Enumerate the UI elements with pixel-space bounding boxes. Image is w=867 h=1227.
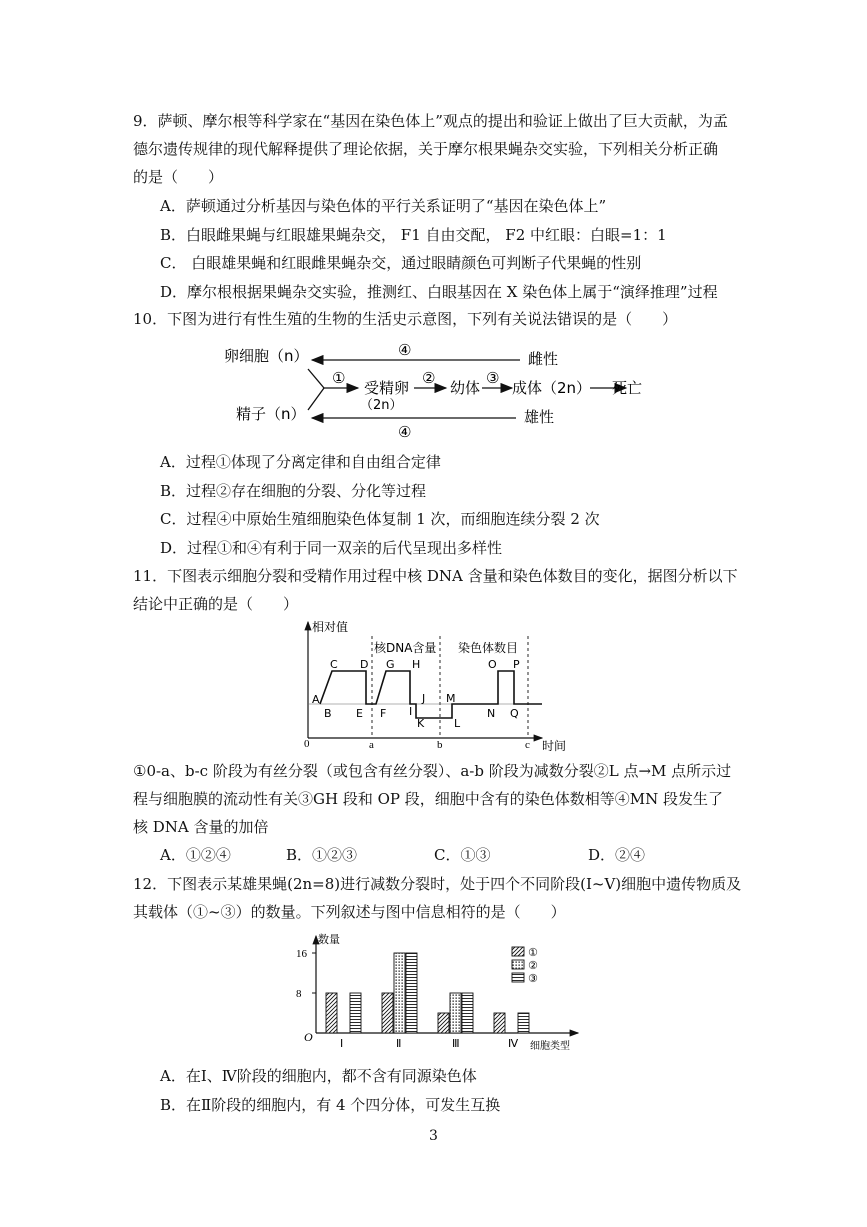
q11-option-b: B．①②③ <box>286 846 358 864</box>
y-tick-label: 8 <box>296 988 302 1000</box>
point-E: E <box>356 707 363 720</box>
point-M: M <box>446 692 456 705</box>
point-P: P <box>513 658 520 671</box>
step-4-bottom: ④ <box>398 423 412 441</box>
point-G: G <box>386 658 395 671</box>
q11-stem-line-1: 11．下图表示细胞分裂和受精作用过程中核 DNA 含量和染色体数目的变化，据图分析以下 <box>133 567 738 585</box>
bar-Ⅲ-② <box>450 993 461 1033</box>
point-C: C <box>330 658 338 671</box>
point-Q: Q <box>510 707 519 720</box>
q11-option-c: C．①③ <box>434 846 491 864</box>
q9-stem-line-1: 9．萨顿、摩尔根等科学家在“基因在染色体上”观点的提出和验证上做出了巨大贡献，为孟 <box>133 112 728 130</box>
q10-option-d: D．过程①和④有利于同一双亲的后代呈现出多样性 <box>160 539 503 557</box>
q10-option-c: C．过程④中原始生殖细胞染色体复制 1 次，而细胞连续分裂 2 次 <box>160 510 600 528</box>
egg-label: 卵细胞（n） <box>224 347 309 365</box>
q11-body-line-3: 核 DNA 含量的加倍 <box>133 818 269 836</box>
step-1-label: ① <box>332 369 346 387</box>
tick-b: b <box>437 739 443 751</box>
point-F: F <box>380 707 387 720</box>
q9-option-c: C． 白眼雄果蝇和红眼雌果蝇杂交，通过眼睛颜色可判断子代果蝇的性别 <box>160 254 642 272</box>
legend-label: ① <box>528 946 538 959</box>
q11-option-d: D．②④ <box>588 846 646 864</box>
step-2-label: ② <box>422 369 436 387</box>
q10-stem: 10．下图为进行有性生殖的生物的生活史示意图，下列有关说法错误的是（ ） <box>133 310 678 328</box>
q12-option-b: B．在Ⅱ阶段的细胞内，有 4 个四分体，可发生互换 <box>160 1096 501 1114</box>
legend-swatch <box>512 973 524 982</box>
chromosome-region-label: 染色体数目 <box>458 641 519 655</box>
q11-body-line-2: 程与细胞膜的流动性有关③GH 段和 OP 段，细胞中含有的染色体数相等④MN 段发生了 <box>133 790 724 808</box>
q12-option-a: A．在Ⅰ、Ⅳ阶段的细胞内，都不含有同源染色体 <box>160 1067 477 1085</box>
q11-stem-line-2: 结论中正确的是（ ） <box>133 595 299 613</box>
point-B: B <box>324 707 332 720</box>
zygote-ploidy: （2n） <box>360 398 403 413</box>
q9-stem-line-3: 的是（ ） <box>133 168 224 186</box>
point-A: A <box>312 693 320 706</box>
point-D: D <box>360 658 369 671</box>
female-label: 雌性 <box>528 350 559 368</box>
bar-Ⅰ-③ <box>350 993 361 1033</box>
adult-label: 成体（2n） <box>512 379 592 397</box>
q10-option-a: A．过程①体现了分离定律和自由组合定律 <box>160 453 441 471</box>
bar-Ⅲ-③ <box>462 993 473 1033</box>
x-axis-label: 时间 <box>542 739 567 753</box>
point-N: N <box>487 707 496 720</box>
life-cycle-diagram <box>220 336 660 446</box>
origin-label: 0 <box>304 738 310 750</box>
y-axis-label: 相对值 <box>312 620 349 634</box>
point-L: L <box>454 717 461 730</box>
bar-Ⅱ-③ <box>406 953 417 1033</box>
bar-x-label: 细胞类型 <box>530 1041 570 1052</box>
q12-stem-line-2: 其载体（①~③）的数量。下列叙述与图中信息相符的是（ ） <box>133 903 566 921</box>
point-J: J <box>422 692 426 705</box>
step-4-top: ④ <box>398 341 412 359</box>
bar-Ⅱ-① <box>382 993 393 1033</box>
category-label: Ⅲ <box>452 1038 460 1050</box>
q11-body-line-1: ①0-a、b-c 阶段为有丝分裂（或包含有丝分裂）、a-b 阶段为减数分裂②L 点→M 点所示过 <box>133 762 732 780</box>
sperm-label: 精子（n） <box>236 405 306 423</box>
q9-stem-line-2: 德尔遗传规律的现代解释提供了理论依据，关于摩尔根果蝇杂交实验，下列相关分析正确 <box>133 140 719 158</box>
y-tick-label: 16 <box>296 948 307 960</box>
bar-chart <box>290 928 590 1054</box>
merge-line-egg <box>308 369 324 388</box>
male-label: 雄性 <box>524 408 555 426</box>
tick-a: a <box>369 739 374 751</box>
legend-label: ③ <box>528 972 538 985</box>
q9-option-a: A．萨顿通过分析基因与染色体的平行关系证明了“基因在染色体上” <box>160 197 607 215</box>
bar-Ⅲ-① <box>438 1013 449 1033</box>
point-K: K <box>417 717 425 730</box>
q10-option-b: B．过程②存在细胞的分裂、分化等过程 <box>160 482 427 500</box>
bar-Ⅳ-③ <box>518 1013 529 1033</box>
point-I: I <box>409 705 413 718</box>
q9-option-b: B．白眼雌果蝇与红眼雄果蝇杂交， F1 自由交配， F2 中红眼：白眼=1：1 <box>160 226 667 244</box>
legend-swatch <box>512 947 524 956</box>
category-label: Ⅱ <box>396 1038 402 1050</box>
bar-origin: O <box>304 1030 313 1044</box>
dna-chromosome-chart <box>296 614 576 756</box>
larva-label: 幼体 <box>450 379 481 397</box>
bar-Ⅳ-① <box>494 1013 505 1033</box>
dna-region-label: 核DNA含量 <box>374 641 437 655</box>
legend-label: ② <box>528 959 538 972</box>
death-label: 死亡 <box>612 379 643 397</box>
legend-swatch <box>512 960 524 969</box>
point-O: O <box>488 658 497 671</box>
page-number: 3 <box>429 1128 438 1144</box>
merge-line-sperm <box>308 388 324 410</box>
category-label: Ⅰ <box>340 1038 344 1050</box>
q12-stem-line-1: 12．下图表示某雄果蝇(2n=8)进行减数分裂时，处于四个不同阶段(Ⅰ~Ⅴ)细胞中遗传物质及 <box>133 875 742 893</box>
bar-Ⅱ-② <box>394 953 405 1033</box>
point-H: H <box>412 658 421 671</box>
tick-c: c <box>525 739 530 751</box>
bar-y-label: 数量 <box>318 933 340 946</box>
q9-option-d: D．摩尔根根据果蝇杂交实验，推测红、白眼基因在 X 染色体上属于“演绎推理”过程 <box>160 283 718 301</box>
step-3-label: ③ <box>486 369 500 387</box>
bar-Ⅰ-① <box>326 993 337 1033</box>
zygote-label: 受精卵 <box>364 379 410 397</box>
category-label: Ⅳ <box>508 1038 519 1050</box>
q11-option-a: A．①②④ <box>160 846 231 864</box>
